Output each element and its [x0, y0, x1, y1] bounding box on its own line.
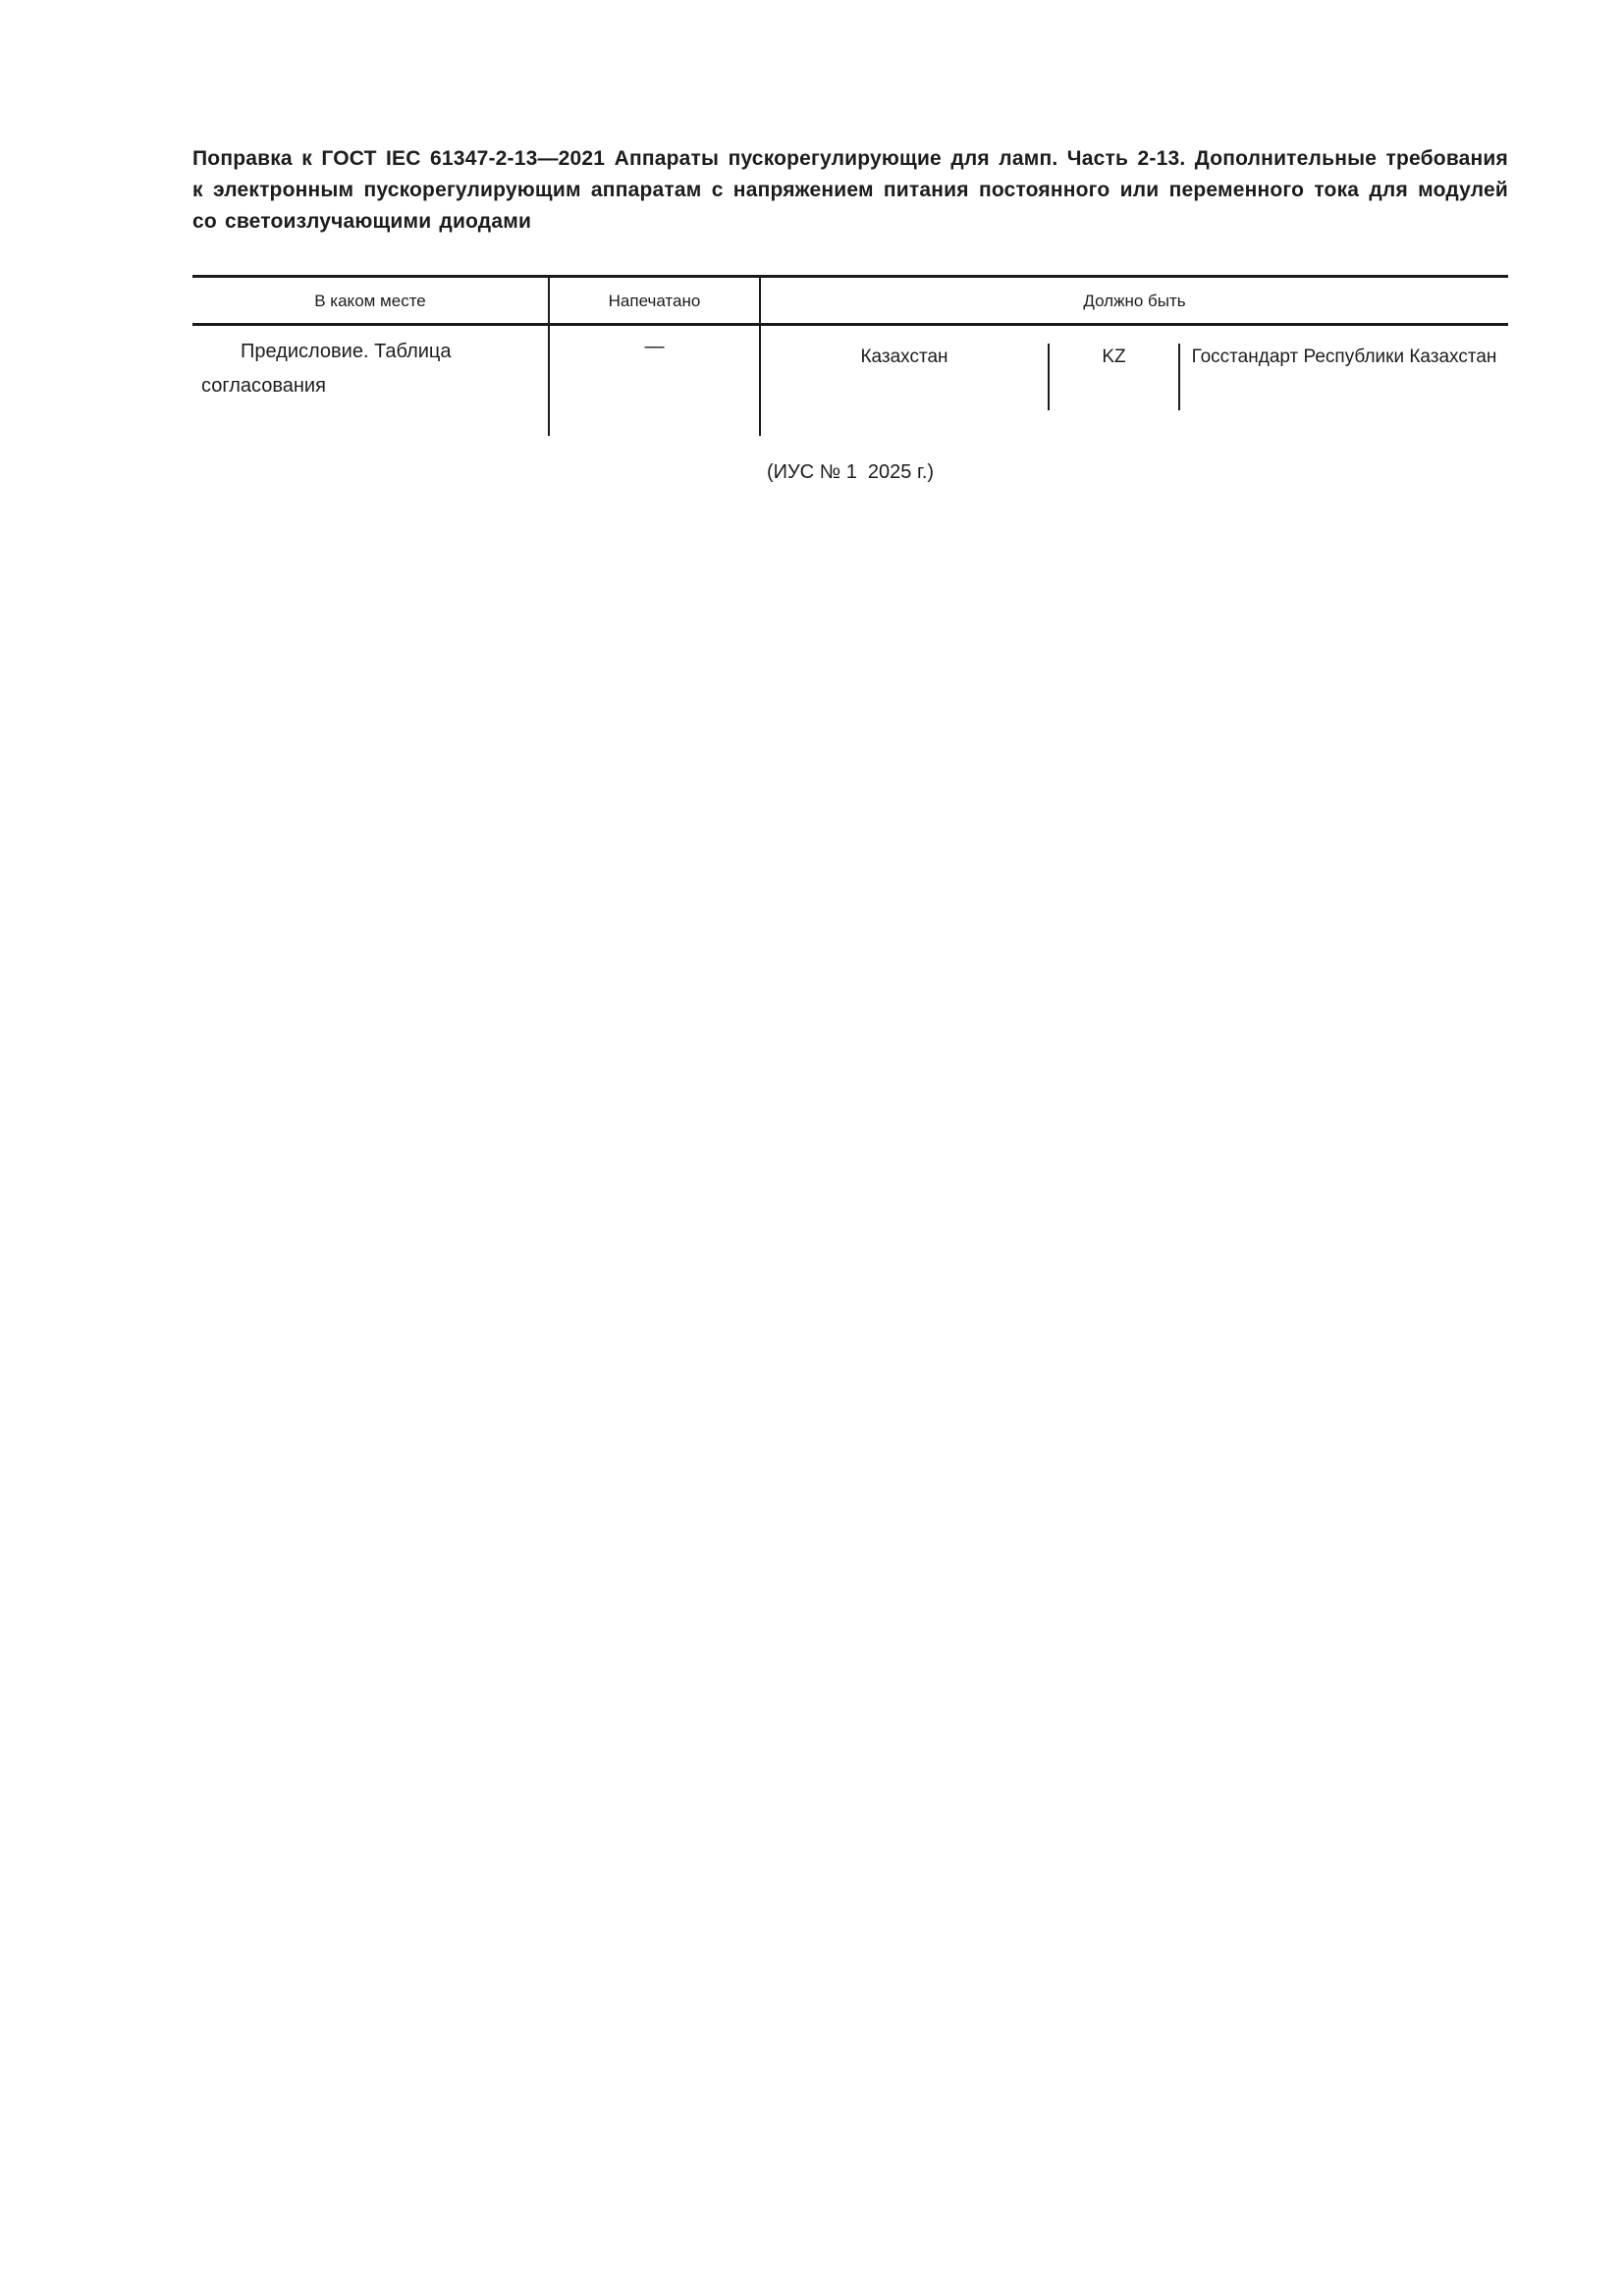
should-be-country: Казахстан [860, 347, 948, 367]
page-content [192, 0, 1508, 484]
header-printed: Напечатано [548, 278, 759, 323]
cell-location [192, 326, 548, 436]
table-header-row [192, 278, 1508, 326]
cell-location-text: Предисловие. Таблица согласования [201, 341, 452, 397]
header-location: В каком месте [314, 292, 426, 310]
correction-title: Поправка к ГОСТ IEC 61347-2-13—2021 Аппараты пускорегулирующие для ламп. Часть 2-13. Дополнительные требования к электронным пускорегулирующим аппаратам с напряжением питания постоянного или переменного тока для модулей со светоизлучающими диодами [192, 147, 1508, 233]
correction-table [192, 275, 1508, 436]
cell-printed: — [548, 326, 759, 436]
issue-note: (ИУС № 1 2025 г.) [766, 461, 935, 483]
should-be-authority: Госстандарт Республики Казахстан [1178, 344, 1508, 410]
should-be-code: KZ [1048, 344, 1178, 410]
header-should-be: Должно быть [759, 278, 1508, 323]
cell-should-be [759, 326, 1508, 436]
table-row [192, 326, 1508, 436]
